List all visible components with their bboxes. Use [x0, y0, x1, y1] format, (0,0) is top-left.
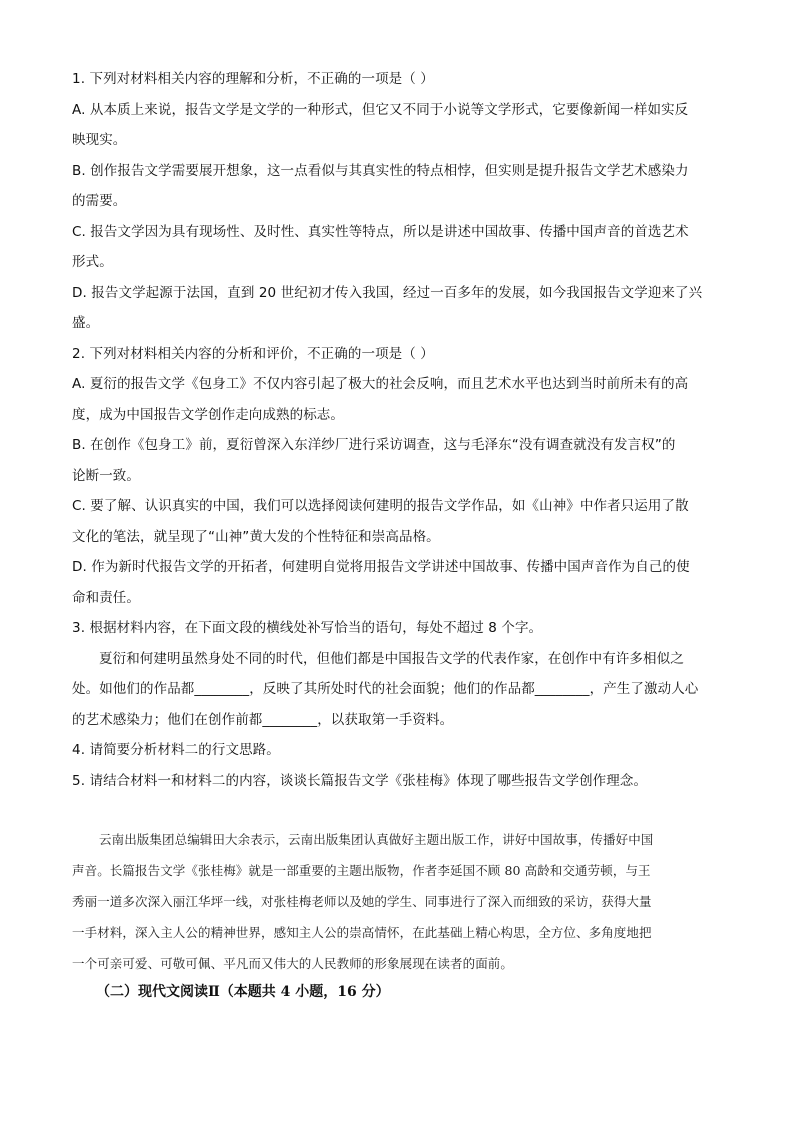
question-block: [72, 64, 722, 796]
q2-stem: 2. 下列对材料相关内容的分析和评价，不正确的一项是（ ）: [72, 345, 434, 362]
q2-option-d: D. 作为新时代报告文学的开拓者，何建明自觉将用报告文学讲述中国故事、传播中国声音作为自己的使: [72, 559, 690, 575]
quote-line-2: 声音。长篇报告文学《张桂梅》就是一部重要的主题出版物，作者李延国不顾 80 高龄和交通劳顿，与王: [72, 863, 651, 878]
quote-line-3: 秀丽一道多次深入丽江华坪一线，对张桂梅老师以及她的学生、同事进行了深入而细致的采访，获得大量: [72, 894, 652, 909]
q3-passage-line-3: 的艺术感染力；他们在创作前都________，以获取第一手资料。: [72, 711, 454, 728]
q1-option-b: B. 创作报告文学需要展开想象，这一点看似与其真实性的特点相悖，但实则是提升报告文学艺术感染力: [72, 162, 689, 179]
q2-option-a-cont: 度，成为中国报告文学创作走向成熟的标志。: [72, 406, 344, 423]
quote-line-4: 一手材料，深入主人公的精神世界，感知主人公的崇高情怀，在此基础上精心构思，全方位、多角度地把: [72, 925, 652, 940]
q2-option-d-cont: 命和责任。: [72, 589, 140, 606]
q2-option-a: A. 夏衍的报告文学《包身工》不仅内容引起了极大的社会反响，而且艺术水平也达到当时前所未有的高: [72, 376, 689, 392]
material-quote: [72, 824, 722, 979]
q1-option-c: C. 报告文学因为具有现场性、及时性、真实性等特点，所以是讲述中国故事、传播中国声音的首选艺术: [72, 223, 689, 240]
q3-passage-line-1: 夏衍和何建明虽然身处不同的时代，但他们都是中国报告文学的代表作家，在创作中有许多相似之: [99, 650, 684, 667]
q1-option-b-cont: 的需要。: [72, 193, 127, 209]
q2-option-b-cont: 论断一致。: [72, 467, 140, 484]
q2-option-c: C. 要了解、认识真实的中国，我们可以选择阅读何建明的报告文学作品，如《山神》中作者只运用了散: [72, 498, 689, 514]
q1-stem: 1. 下列对材料相关内容的理解和分析，不正确的一项是（ ）: [72, 71, 434, 87]
q5-stem: 5. 请结合材料一和材料二的内容，谈谈长篇报告文学《张桂梅》体现了哪些报告文学创作理念。: [72, 772, 648, 789]
quote-line-1: 云南出版集团总编辑田大余表示，云南出版集团认真做好主题出版工作，讲好中国故事，传播好中国: [99, 832, 654, 847]
section-heading: （二）现代文阅读Ⅱ（本题共 4 小题，16 分）: [96, 984, 390, 1000]
q1-option-d: D. 报告文学起源于法国，直到 20 世纪初才传入我国，经过一百多年的发展，如今我国报告文学迎来了兴: [72, 284, 703, 301]
q4-stem: 4. 请简要分析材料二的行文思路。: [72, 742, 280, 758]
q3-stem: 3. 根据材料内容，在下面文段的横线处补写恰当的语句，每处不超过 8 个字。: [72, 620, 543, 636]
q1-option-c-cont: 形式。: [72, 254, 113, 270]
q1-option-a-cont: 映现实。: [72, 132, 127, 148]
q2-option-c-cont: 文化的笔法，就呈现了“山神”黄大发的个性特征和崇高品格。: [72, 528, 440, 545]
quote-line-5: 一个可亲可爱、可敬可佩、平凡而又伟大的人民教师的形象展现在读者的面前。: [72, 956, 514, 971]
q3-passage-line-2: 处。如他们的作品都________，反映了其所处时代的社会面貌；他们的作品都________，产生了激动人心: [72, 681, 699, 697]
q2-option-b: B. 在创作《包身工》前，夏衍曾深入东洋纱厂进行采访调查，这与毛泽东“没有调查就没有发言权”的: [72, 437, 676, 453]
q1-option-a: A. 从本质上来说，报告文学是文学的一种形式，但它又不同于小说等文学形式，它要像新闻一样如实反: [72, 101, 689, 118]
q1-option-d-cont: 盛。: [72, 315, 100, 331]
